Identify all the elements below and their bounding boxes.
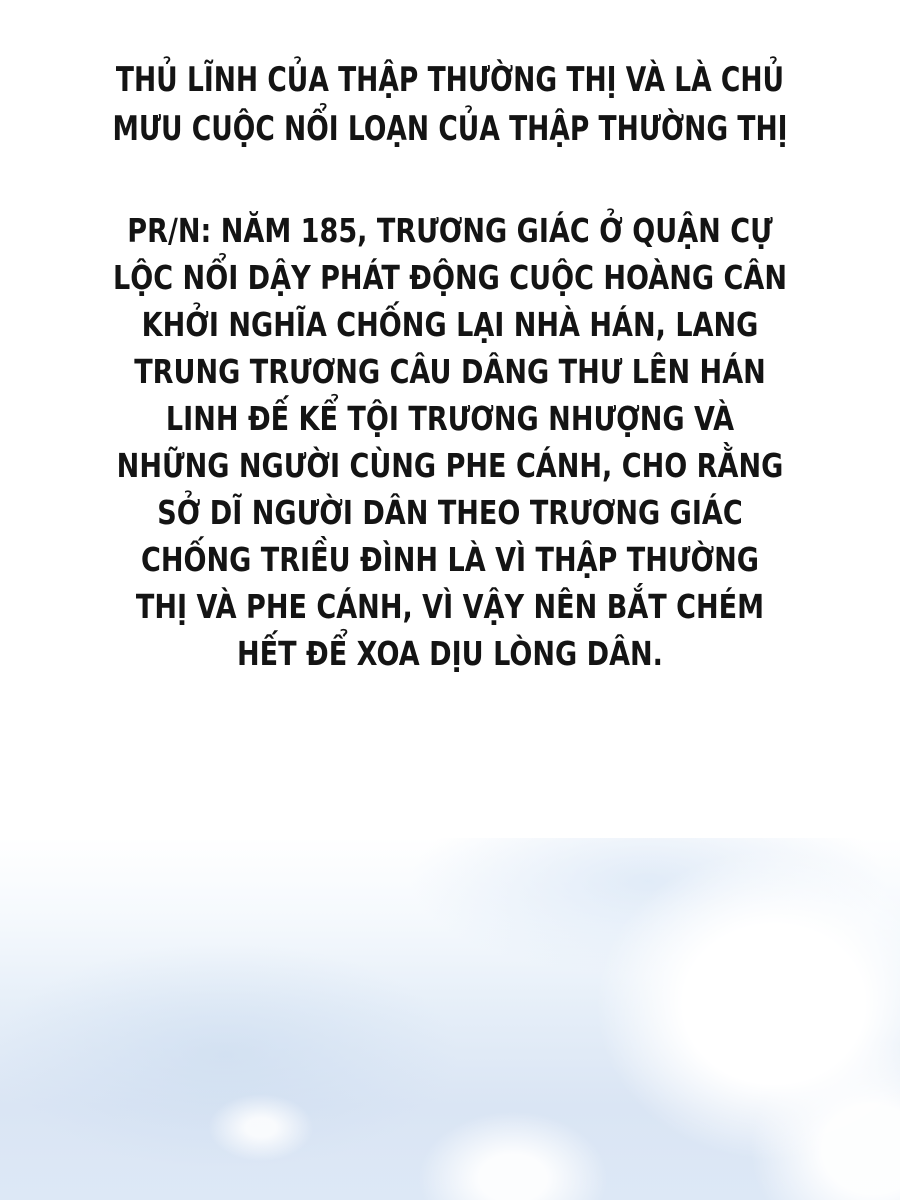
note-line: SỞ DĨ NGƯỜI DÂN THEO TRƯƠNG GIÁC: [157, 493, 743, 532]
note-line: HẾT ĐỂ XOA DỊU LÒNG DÂN.: [237, 634, 663, 673]
title-line: THỦ LĨNH CỦA THẬP THƯỜNG THỊ VÀ LÀ CHỦ: [115, 60, 785, 100]
note-line: KHỞI NGHĨA CHỐNG LẠI NHÀ HÁN, LANG: [141, 305, 759, 344]
title-line: MƯU CUỘC NỔI LOẠN CỦA THẬP THƯỜNG THỊ: [112, 109, 788, 149]
note-line: THỊ VÀ PHE CÁNH, VÌ VẬY NÊN BẮT CHÉM: [135, 587, 765, 626]
page-title: [0, 56, 900, 154]
cloudy-sky-artwork: [0, 838, 900, 1200]
translator-note-paragraph: [0, 207, 900, 677]
note-line: LỘC NỔI DẬY PHÁT ĐỘNG CUỘC HOÀNG CÂN: [113, 258, 787, 297]
note-line: CHỐNG TRIỀU ĐÌNH LÀ VÌ THẬP THƯỜNG: [140, 540, 760, 579]
note-line: LINH ĐẾ KỂ TỘI TRƯƠNG NHƯỢNG VÀ: [165, 399, 735, 438]
note-line: TRUNG TRƯƠNG CÂU DÂNG THƯ LÊN HÁN: [134, 352, 766, 391]
note-line: PR/N: NĂM 185, TRƯƠNG GIÁC Ở QUẬN CỰ: [127, 211, 773, 250]
note-line: NHỮNG NGƯỜI CÙNG PHE CÁNH, CHO RẰNG: [116, 446, 784, 485]
